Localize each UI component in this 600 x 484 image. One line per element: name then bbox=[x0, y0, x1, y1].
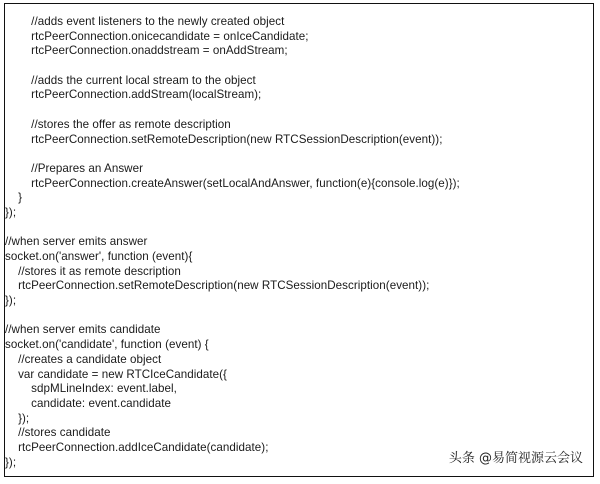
code-block bbox=[5, 15, 593, 470]
code-line bbox=[5, 59, 593, 74]
code-line: }); bbox=[5, 205, 17, 219]
code-line: var candidate = new RTCIceCandidate({ bbox=[5, 367, 227, 381]
code-line: }); bbox=[5, 411, 30, 425]
code-line: rtcPeerConnection.onaddstream = onAddStream; bbox=[5, 44, 288, 58]
code-line: //adds the current local stream to the object bbox=[5, 73, 256, 87]
code-line: rtcPeerConnection.addStream(localStream); bbox=[5, 88, 262, 102]
code-line: } bbox=[5, 191, 23, 205]
code-line: rtcPeerConnection.addIceCandidate(candidate); bbox=[5, 440, 269, 454]
code-line: //creates a candidate object bbox=[5, 352, 162, 366]
code-snippet-frame bbox=[4, 3, 594, 477]
code-line: //stores it as remote description bbox=[5, 264, 181, 278]
code-line: rtcPeerConnection.setRemoteDescription(new RTCSessionDescription(event)); bbox=[5, 279, 430, 293]
code-line: sdpMLineIndex: event.label, bbox=[5, 382, 177, 396]
code-line: //stores candidate bbox=[5, 426, 111, 440]
code-line bbox=[5, 103, 593, 118]
code-line bbox=[5, 221, 593, 236]
code-line: rtcPeerConnection.setRemoteDescription(new RTCSessionDescription(event)); bbox=[5, 132, 443, 146]
code-line: candidate: event.candidate bbox=[5, 396, 172, 410]
code-line: socket.on('candidate', function (event) { bbox=[5, 338, 209, 352]
code-line: }); bbox=[5, 294, 17, 308]
code-line: //adds event listeners to the newly created object bbox=[5, 15, 285, 28]
code-line bbox=[5, 309, 593, 324]
code-line: //when server emits answer bbox=[5, 235, 148, 249]
code-line: rtcPeerConnection.onicecandidate = onIceCandidate; bbox=[5, 29, 309, 43]
code-line bbox=[5, 147, 593, 162]
code-line: //stores the offer as remote description bbox=[5, 117, 231, 131]
code-line: //Prepares an Answer bbox=[5, 161, 144, 175]
code-line: rtcPeerConnection.createAnswer(setLocalAndAnswer, function(e){console.log(e)}); bbox=[5, 176, 460, 190]
watermark: 头条 @易简视源云会议 bbox=[448, 451, 583, 466]
code-line: }); bbox=[5, 455, 17, 469]
code-line: //when server emits candidate bbox=[5, 323, 161, 337]
code-line: socket.on('answer', function (event){ bbox=[5, 250, 193, 263]
